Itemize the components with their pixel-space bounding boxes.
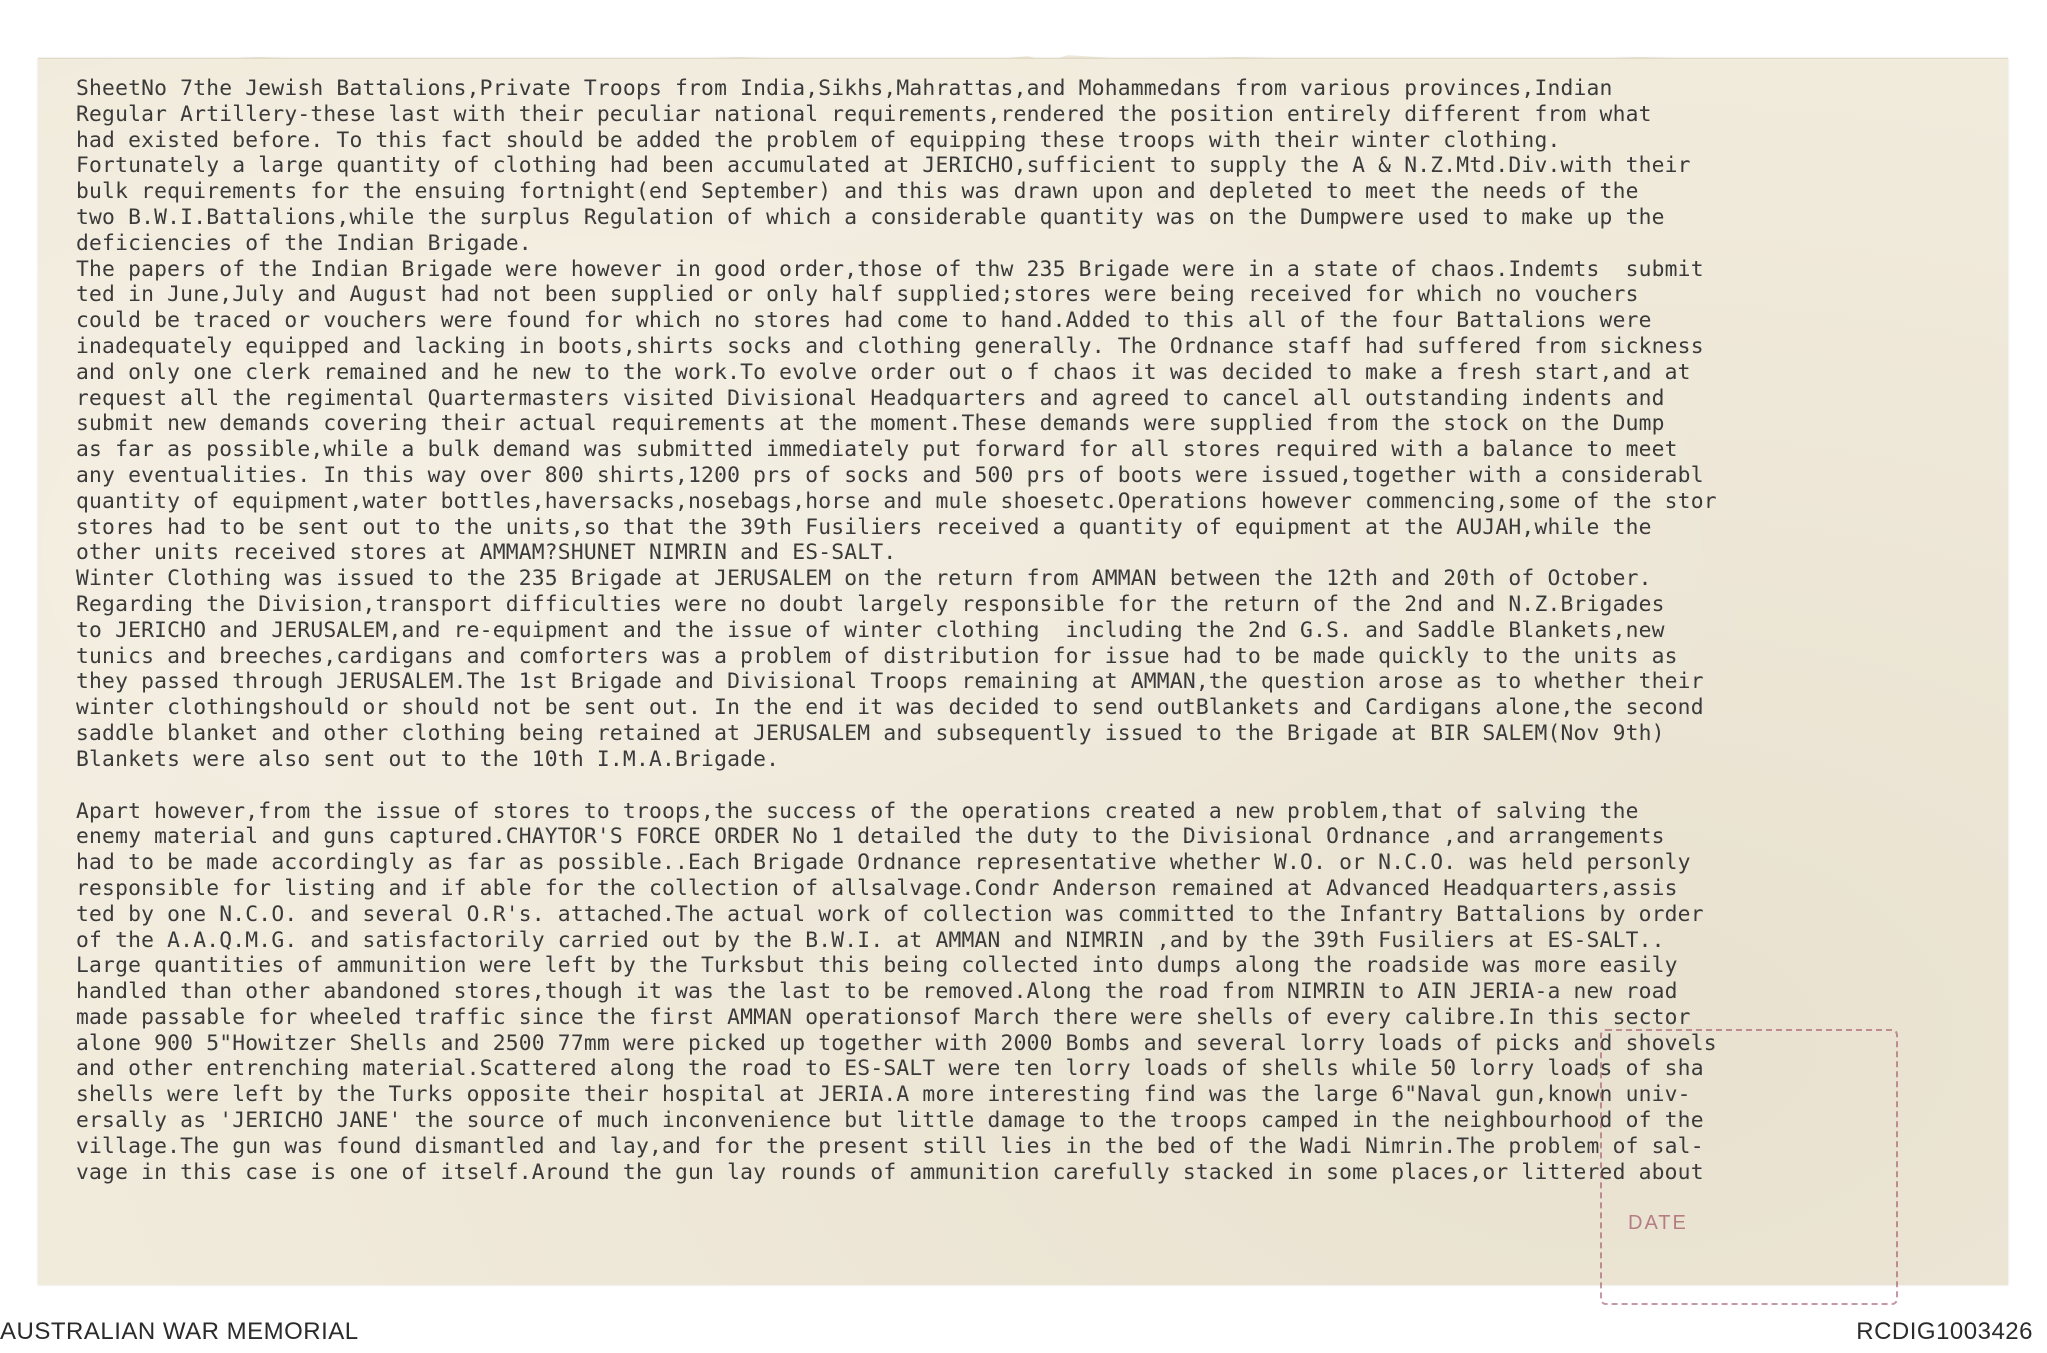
- typed-line: tunics and breeches,cardigans and comforters was a problem of distribution for issue had to be made quickly to the units as: [76, 643, 1678, 669]
- typed-line: ted in June,July and August had not been supplied or only half supplied;stores were being received for which no vouchers: [76, 282, 1639, 308]
- typed-line: they passed through JERUSALEM.The 1st Brigade and Divisional Troops remaining at AMMAN,the question arose as to whether their: [76, 669, 1704, 695]
- typed-line: Winter Clothing was issued to the 235 Brigade at JERUSALEM on the return from AMMAN between the 12th and 20th of October.: [76, 566, 1652, 592]
- typed-line: responsible for listing and if able for the collection of allsalvage.Condr Anderson remained at Advanced Headquarters,assis: [76, 875, 1678, 901]
- typed-line: could be traced or vouchers were found for which no stores had come to hand.Added to this all of the four Battalions were: [76, 308, 1652, 334]
- typed-line: quantity of equipment,water bottles,haversacks,nosebags,horse and mule shoesetc.Operations however commencing,some of the stor: [76, 488, 1717, 514]
- date-stamp: [1600, 1029, 1898, 1305]
- date-stamp-label: DATE: [1628, 1212, 1688, 1234]
- typed-line: stores had to be sent out to the units,so that the 39th Fusiliers received a quantity of equipment at the AUJAH,while the: [76, 514, 1652, 540]
- typed-line: Blankets were also sent out to the 10th I.M.A.Brigade.: [76, 746, 780, 772]
- typed-line: any eventualities. In this way over 800 shirts,1200 prs of socks and 500 prs of boots were issued,together with a considerabl: [76, 462, 1704, 488]
- typed-line: deficiencies of the Indian Brigade.: [76, 230, 532, 256]
- footer-archive-name: AUSTRALIAN WAR MEMORIAL: [0, 1318, 359, 1345]
- typed-text-body: [76, 76, 1996, 1185]
- typed-line: saddle blanket and other clothing being retained at JERUSALEM and subsequently issued to the Brigade at BIR SALEM(Nov 9th): [76, 720, 1665, 746]
- typed-line: inadequately equipped and lacking in boots,shirts socks and clothing generally. The Ordnance staff had suffered from sickness: [76, 333, 1704, 359]
- typed-line: vage in this case is one of itself.Around the gun lay rounds of ammunition carefully stacked in some places,or littered about: [76, 1159, 1704, 1185]
- typed-line: had existed before. To this fact should be added the problem of equipping these troops with their winter clothing.: [76, 127, 1561, 153]
- typed-line: village.The gun was found dismantled and lay,and for the present still lies in the bed of the Wadi Nimrin.The problem of sal-: [76, 1133, 1704, 1159]
- typed-line: winter clothingshould or should not be sent out. In the end it was decided to send outBlankets and Cardigans alone,the second: [76, 695, 1704, 721]
- typed-line: and only one clerk remained and he new to the work.To evolve order out o f chaos it was decided to make a fresh start,and at: [76, 359, 1691, 385]
- typed-line: submit new demands covering their actual requirements at the moment.These demands were supplied from the stock on the Dump: [76, 411, 1665, 437]
- typed-line: Large quantities of ammunition were left by the Turksbut this being collected into dumps along the roadside was more easily: [76, 953, 1678, 979]
- paragraph-gap: [76, 773, 1996, 799]
- typed-line: ersally as 'JERICHO JANE' the source of much inconvenience but little damage to the troops camped in the neighbourhood of the: [76, 1108, 1704, 1134]
- typed-line: handled than other abandoned stores,though it was the last to be removed.Along the road from NIMRIN to AIN JERIA-a new road: [76, 979, 1678, 1005]
- typed-line: SheetNo 7the Jewish Battalions,Private Troops from India,Sikhs,Mahrattas,and Mohammedans from various provinces,Indian: [76, 76, 1613, 101]
- typed-line: Regular Artillery-these last with their peculiar national requirements,rendered the position entirely different from what: [76, 101, 1652, 127]
- typed-line: had to be made accordingly as far as possible..Each Brigade Ordnance representative whether W.O. or N.C.O. was held personly: [76, 850, 1691, 876]
- typed-line: enemy material and guns captured.CHAYTOR'S FORCE ORDER No 1 detailed the duty to the Divisional Ordnance ,and arrangements: [76, 824, 1665, 850]
- typed-line: two B.W.I.Battalions,while the surplus Regulation of which a considerable quantity was on the Dumpwere used to make up the: [76, 204, 1665, 230]
- typed-line: bulk requirements for the ensuing fortnight(end September) and this was drawn upon and depleted to meet the needs of the: [76, 179, 1639, 205]
- typed-line: Fortunately a large quantity of clothing had been accumulated at JERICHO,sufficient to supply the A & N.Z.Mtd.Div.with their: [76, 153, 1691, 179]
- typed-line: as far as possible,while a bulk demand was submitted immediately put forward for all stores required with a balance to meet: [76, 437, 1678, 463]
- typed-line: shells were left by the Turks opposite their hospital at JERIA.A more interesting find was the large 6"Naval gun,known univ-: [76, 1082, 1691, 1108]
- typed-line: and other entrenching material.Scattered along the road to ES-SALT were ten lorry loads of shells while 50 lorry loads of sha: [76, 1056, 1704, 1082]
- typed-line: other units received stores at AMMAM?SHUNET NIMRIN and ES-SALT.: [76, 540, 897, 566]
- typed-line: made passable for wheeled traffic since the first AMMAN operationsof March there were shells of every calibre.In this sector: [76, 1004, 1691, 1030]
- typed-line: ted by one N.C.O. and several O.R's. attached.The actual work of collection was committed to the Infantry Battalions by order: [76, 901, 1704, 927]
- typed-line: The papers of the Indian Brigade were however in good order,those of thw 235 Brigade were in a state of chaos.Indemts submit: [76, 256, 1704, 282]
- typed-line: to JERICHO and JERUSALEM,and re-equipment and the issue of winter clothing including the 2nd G.S. and Saddle Blankets,new: [76, 617, 1665, 643]
- typed-line: request all the regimental Quartermasters visited Divisional Headquarters and agreed to cancel all outstanding indents and: [76, 385, 1665, 411]
- typed-line: Apart however,from the issue of stores to troops,the success of the operations created a new problem,that of salving the: [76, 798, 1639, 824]
- footer-record-id: RCDIG1003426: [1856, 1318, 2033, 1345]
- typed-line: alone 900 5"Howitzer Shells and 2500 77mm were picked up together with 2000 Bombs and several lorry loads of picks and shovels: [76, 1030, 1717, 1056]
- typed-line: Regarding the Division,transport difficulties were no doubt largely responsible for the return of the 2nd and N.Z.Brigades: [76, 591, 1665, 617]
- typed-line: of the A.A.Q.M.G. and satisfactorily carried out by the B.W.I. at AMMAN and NIMRIN ,and by the 39th Fusiliers at ES-SALT..: [76, 927, 1665, 953]
